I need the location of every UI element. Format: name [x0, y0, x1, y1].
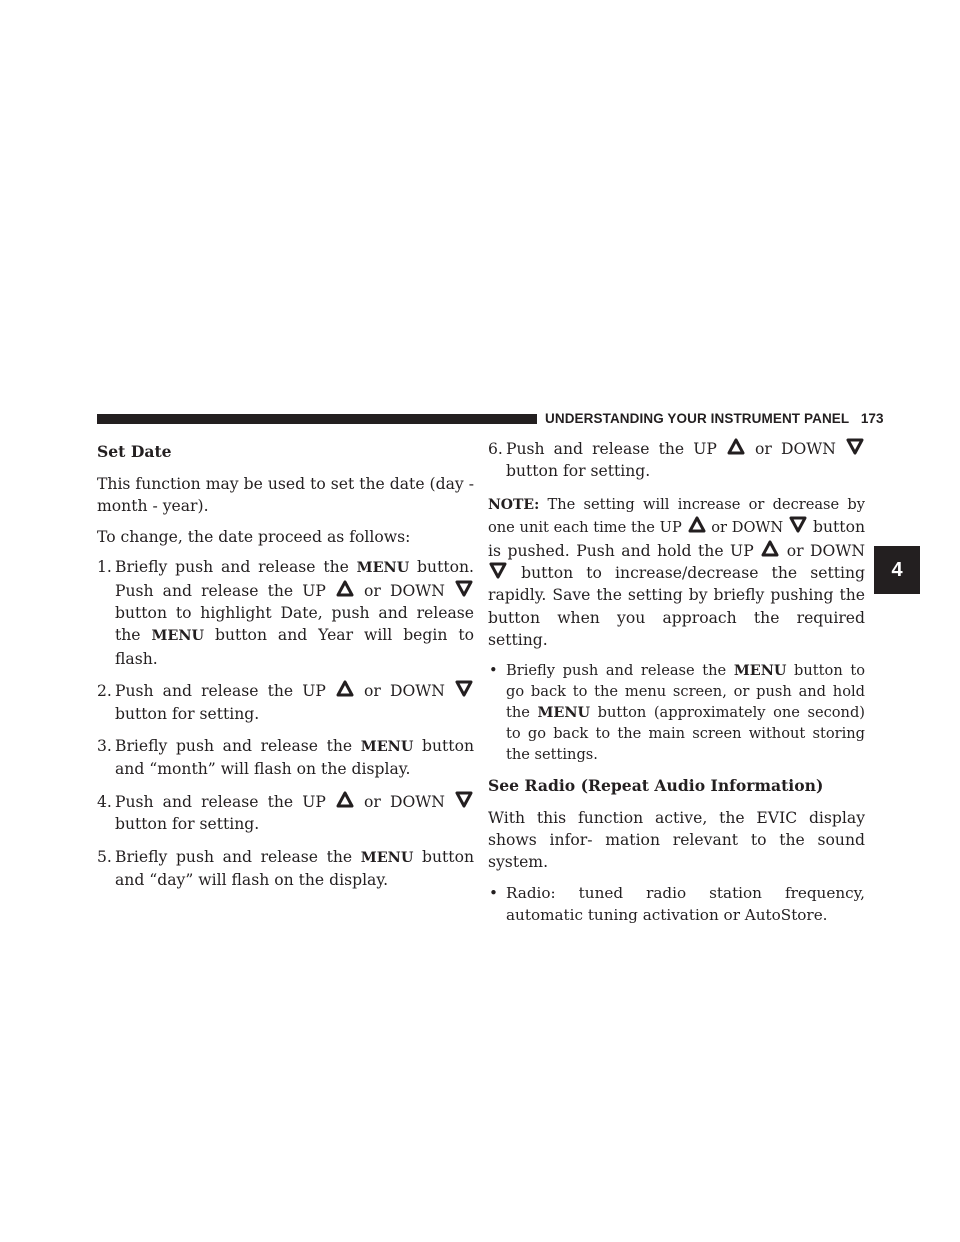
bullet-text: Briefly push and release the [506, 661, 734, 679]
step-text: button and “month” will flash on the display. [115, 737, 474, 779]
step-text: or DOWN [354, 682, 454, 701]
note-text: The setting will increase or decrease by one unit each time the UP [488, 495, 865, 537]
down-arrow-icon [455, 580, 473, 597]
bullet-text: button (approximately one second) to go back to the main screen without storing the settings. [506, 703, 865, 763]
note-text: or DOWN [780, 541, 866, 560]
step-text: button for setting. [506, 462, 651, 481]
step-text: or DOWN [354, 581, 454, 600]
page-number: 173 [860, 411, 884, 426]
step-number: 3. [97, 737, 112, 756]
chapter-tab: 4 [874, 546, 920, 594]
note-label: NOTE: [488, 496, 540, 513]
down-arrow-icon [789, 516, 807, 533]
step-6 [488, 438, 865, 483]
step-text: button for setting. [115, 815, 260, 834]
bullet-radio [488, 882, 865, 926]
down-arrow-icon [455, 680, 473, 697]
see-radio-heading: See Radio (Repeat Audio Information) [488, 775, 824, 795]
step-number: 5. [97, 847, 112, 866]
menu-keyword: MENU [537, 703, 591, 721]
step-number: 4. [97, 792, 112, 811]
menu-keyword: MENU [356, 559, 410, 577]
step-2 [97, 680, 474, 725]
step-number: 2. [97, 682, 112, 701]
bullet-dot: • [489, 661, 498, 679]
step-text: or DOWN [745, 440, 845, 458]
bullet-dot: • [489, 883, 498, 902]
step-text: Push and release the UP [115, 682, 335, 701]
menu-keyword: MENU [151, 627, 205, 645]
up-arrow-icon [761, 540, 779, 557]
note-text: or DOWN [706, 519, 788, 537]
section-title: UNDERSTANDING YOUR INSTRUMENT PANEL [545, 411, 850, 426]
right-column [488, 438, 865, 936]
step-4 [97, 791, 474, 836]
step-5 [97, 846, 474, 892]
step-text: button to highlight Date, push and release the [115, 604, 474, 645]
bullet-menu-back [488, 660, 865, 765]
step-text: Briefly push and release the [115, 558, 357, 577]
up-arrow-icon [336, 680, 354, 697]
up-arrow-icon [727, 438, 745, 455]
note-paragraph [488, 493, 865, 652]
step-text: button and “day” will flash on the display. [115, 847, 474, 890]
step-text: or DOWN [354, 792, 454, 811]
up-arrow-icon [688, 516, 706, 533]
step-3 [97, 735, 474, 781]
set-date-heading: Set Date [97, 442, 172, 461]
step-text: Push and release the UP [506, 440, 726, 458]
step-text: button and Year will begin to flash. [115, 626, 474, 668]
note-text: button to increase/decrease the setting rapidly. Save the setting by briefly pushing the button when you approach the required setting. [488, 564, 865, 650]
step-text: Briefly push and release the [115, 737, 361, 756]
down-arrow-icon [846, 438, 864, 455]
left-column [97, 441, 474, 902]
down-arrow-icon [455, 791, 473, 808]
up-arrow-icon [336, 580, 354, 597]
proceed-paragraph: To change, the date proceed as follows: [97, 527, 411, 546]
step-number: 1. [97, 558, 112, 577]
step-1 [97, 556, 474, 670]
header-rule [97, 414, 537, 424]
menu-keyword: MENU [360, 848, 414, 866]
radio-paragraph: With this function active, the EVIC display shows infor- mation relevant to the sound system. [488, 808, 865, 872]
bullet-text: button to go back to the menu screen, or push and hold the [506, 661, 865, 721]
intro-paragraph: This function may be used to set the date (day - month - year). [97, 475, 474, 516]
step-text: Push and release the UP [115, 792, 335, 811]
running-header [545, 411, 884, 426]
step-text: button for setting. [115, 704, 260, 723]
bullet-text: Radio: tuned radio station frequency, automatic tuning activation or AutoStore. [506, 883, 865, 924]
step-text: Briefly push and release the [115, 847, 361, 866]
menu-keyword: MENU [360, 738, 414, 756]
up-arrow-icon [336, 791, 354, 808]
menu-keyword: MENU [733, 661, 787, 679]
step-text: button. Push and release the UP [115, 558, 475, 600]
down-arrow-icon [489, 562, 507, 579]
note-text: button is pushed. Push and hold the UP [488, 518, 865, 560]
step-number: 6. [488, 440, 503, 458]
